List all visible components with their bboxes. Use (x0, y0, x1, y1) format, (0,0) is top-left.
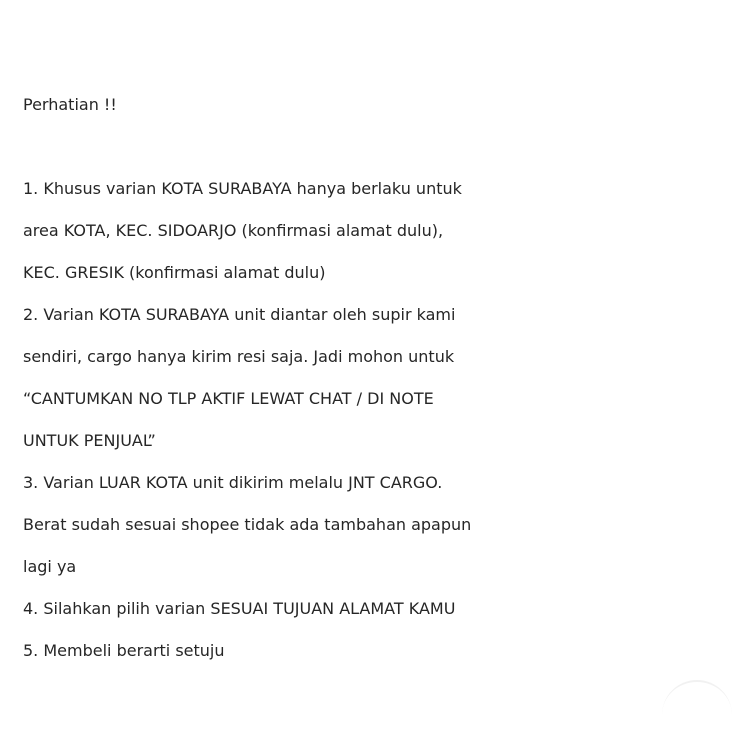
notice-line-2: area KOTA, KEC. SIDOARJO (konfirmasi alamat dulu), (23, 221, 444, 240)
notice-text (23, 84, 743, 672)
notice-line-6: “CANTUMKAN NO TLP AKTIF LEWAT CHAT / DI NOTE (23, 389, 434, 408)
notice-line-5: sendiri, cargo hanya kirim resi saja. Jadi mohon untuk (23, 347, 455, 366)
notice-line-7: UNTUK PENJUAL” (23, 431, 156, 450)
blank-line (23, 126, 743, 168)
notice-line-3: KEC. GRESIK (konfirmasi alamat dulu) (23, 263, 326, 282)
notice-line-10: lagi ya (23, 557, 77, 576)
notice-line-8: 3. Varian LUAR KOTA unit dikirim melalu JNT CARGO. (23, 473, 443, 492)
notice-line-9: Berat sudah sesuai shopee tidak ada tambahan apapun (23, 515, 472, 534)
notice-heading: Perhatian !! (23, 95, 117, 114)
notice-line-11: 4. Silahkan pilih varian SESUAI TUJUAN ALAMAT KAMU (23, 599, 456, 618)
notice-line-1: 1. Khusus varian KOTA SURABAYA hanya berlaku untuk (23, 179, 462, 198)
notice-line-12: 5. Membeli berarti setuju (23, 641, 225, 660)
corner-watermark (662, 680, 732, 750)
notice-line-4: 2. Varian KOTA SURABAYA unit diantar oleh supir kami (23, 305, 456, 324)
